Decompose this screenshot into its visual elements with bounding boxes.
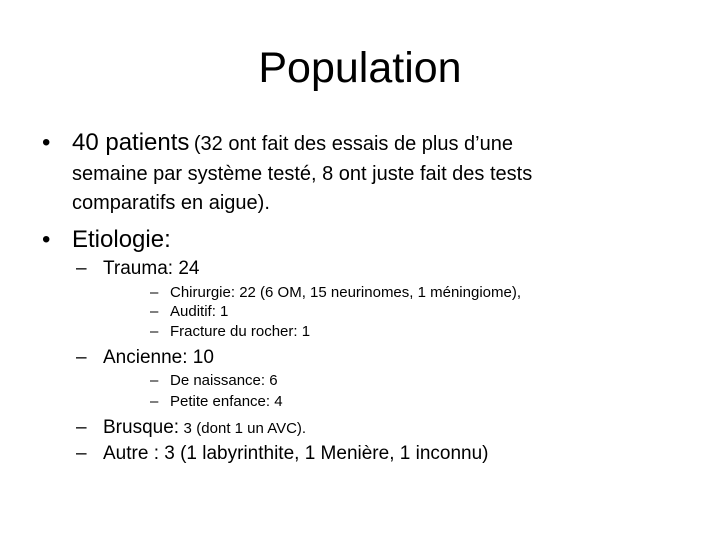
ancienne-label: Ancienne: 10 — [103, 347, 214, 368]
brusque-count: 3 — [183, 420, 192, 437]
brusque-line — [103, 416, 306, 441]
trauma-item-chirurgie: Chirurgie: 22 (6 OM, 15 neurinomes, 1 méningiome), — [170, 284, 521, 301]
etiologie-heading: Etiologie: — [72, 226, 171, 253]
ancienne-item-enfance: Petite enfance: 4 — [170, 393, 283, 410]
patients-detail-start: (32 ont fait des essais de plus d’une — [193, 133, 513, 155]
dash-marker: – — [150, 284, 159, 301]
ancienne-item-naissance: De naissance: 6 — [170, 372, 278, 389]
slide-title: Population — [258, 44, 462, 92]
dash-marker: – — [150, 372, 159, 389]
brusque-label: Brusque: — [103, 417, 180, 438]
brusque-detail: (dont 1 un AVC). — [196, 420, 307, 437]
dash-marker: – — [76, 417, 87, 438]
dash-marker: – — [76, 443, 87, 464]
dash-marker: – — [150, 303, 159, 320]
bullet-marker: • — [42, 226, 51, 253]
dash-marker: – — [76, 347, 87, 368]
dash-marker: – — [150, 323, 159, 340]
trauma-item-auditif: Auditif: 1 — [170, 303, 229, 320]
patients-line-1 — [72, 128, 513, 158]
trauma-item-fracture: Fracture du rocher: 1 — [170, 323, 311, 340]
patients-line-2: semaine par système testé, 8 ont juste fait des tests — [72, 163, 533, 185]
trauma-label: Trauma: 24 — [103, 258, 200, 279]
dash-marker: – — [76, 258, 87, 279]
autre-line: Autre : 3 (1 labyrinthite, 1 Menière, 1 inconnu) — [103, 443, 489, 464]
bullet-marker: • — [42, 129, 51, 156]
dash-marker: – — [150, 393, 159, 410]
patients-count: 40 patients — [72, 129, 190, 156]
patients-line-3: comparatifs en aigue). — [72, 192, 270, 214]
